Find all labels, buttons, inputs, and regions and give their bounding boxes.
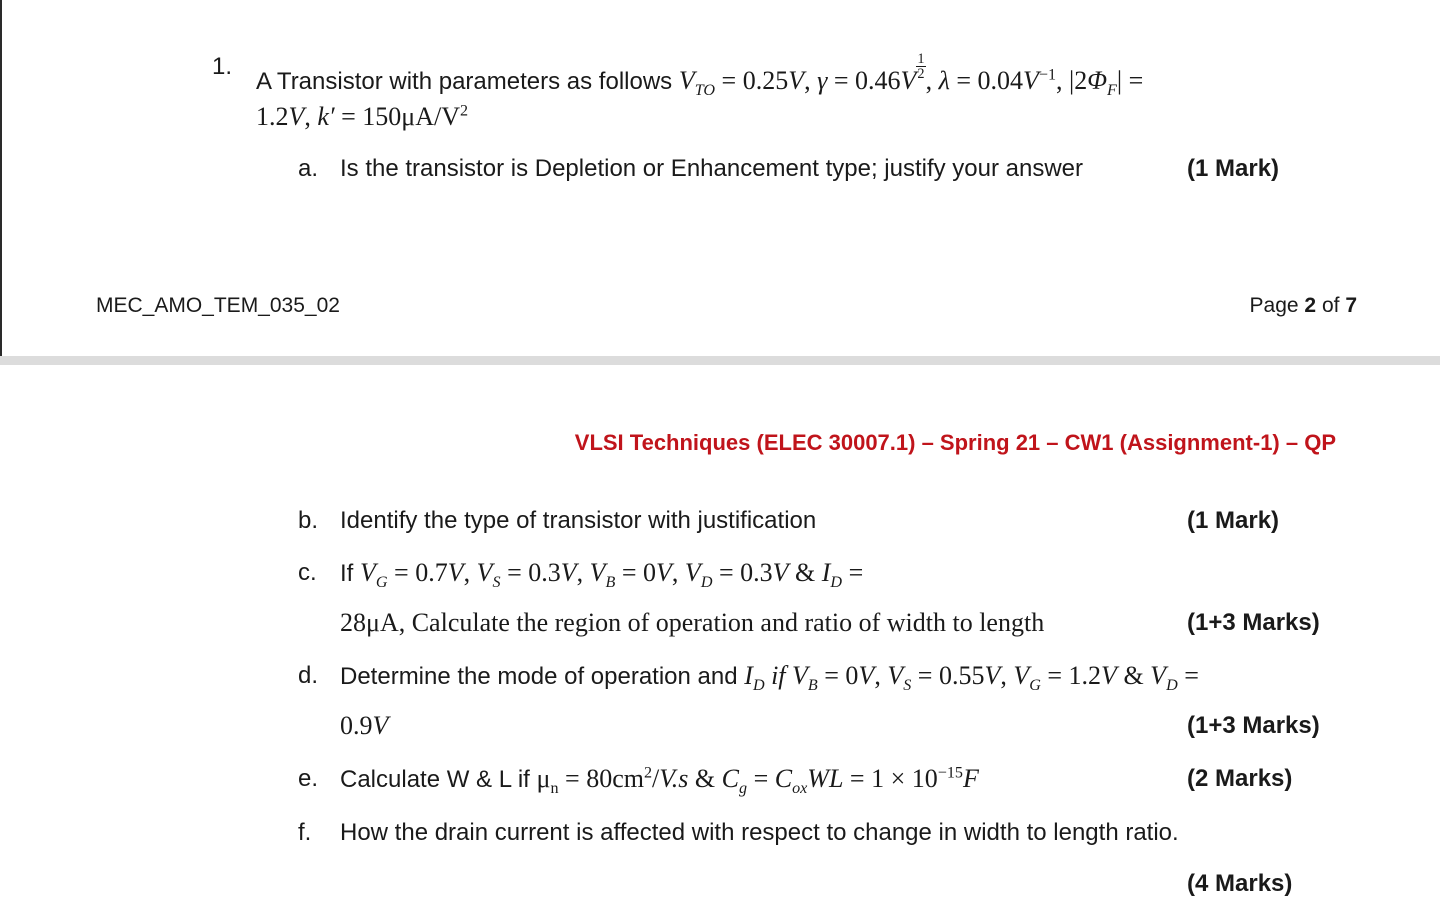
part-f-label: f. bbox=[298, 819, 312, 846]
question-1-line-1 bbox=[256, 51, 1144, 100]
part-b-label: b. bbox=[298, 507, 319, 534]
part-c-line-2: 28μA, Calculate the region of operation and ratio of width to length bbox=[340, 608, 1045, 637]
part-a-text: Is the transistor is Depletion or Enhancement type; justify your answer bbox=[340, 155, 1084, 182]
part-b-text: Identify the type of transistor with justification bbox=[340, 507, 817, 534]
part-c-label: c. bbox=[298, 559, 317, 586]
part-c-marks: (1+3 Marks) bbox=[1187, 609, 1320, 636]
part-f-text: How the drain current is affected with respect to change in width to length ratio. bbox=[340, 819, 1179, 846]
page-separator bbox=[0, 356, 1440, 365]
part-e-marks: (2 Marks) bbox=[1187, 765, 1293, 792]
part-e-text: Calculate W & L if $\mu_n = 80cm^2/V.s$ & $C_g = C_{ox}WL = 1 \times 10^{-15}F$ bbox=[340, 764, 979, 798]
part-c-line-1: If $V_G = 0.7V$, $V_S = 0.3V$, $V_B = 0V$, $V_D = 0.3V$ & $I_D$ = bbox=[340, 558, 864, 592]
page-indicator: Page 2 of 7 bbox=[1249, 294, 1357, 317]
page-header-title: VLSI Techniques (ELEC 30007.1) – Spring 21 – CW1 (Assignment-1) – QP bbox=[574, 430, 1336, 455]
question-number: 1. bbox=[212, 53, 233, 80]
params-math: $V_{TO} = 0.25V$, γ = 0.46V $\frac{1}{2}$ , $\lambda = 0.04V^{-1}$, $|2\Phi_F|$ = bbox=[678, 51, 1144, 100]
part-a-label: a. bbox=[298, 155, 319, 182]
part-d-line-2: 0.9V bbox=[340, 711, 389, 740]
part-b-marks: (1 Mark) bbox=[1187, 507, 1280, 534]
question-1-line-2: 1.2V, $k' = 150\mu A/V^2$ bbox=[256, 102, 469, 131]
part-e-label: e. bbox=[298, 765, 319, 792]
part-f-marks: (4 Marks) bbox=[1187, 870, 1293, 897]
part-a-marks: (1 Mark) bbox=[1187, 155, 1280, 182]
part-d-line-1: Determine the mode of operation and $I_D$ if $V_B = 0V$, $V_S = 0.55V$, $V_G = 1.2V$ & $V_D$ = bbox=[340, 661, 1199, 695]
part-d-marks: (1+3 Marks) bbox=[1187, 712, 1320, 739]
question-intro: A Transistor with parameters as follows bbox=[256, 68, 673, 96]
part-d-label: d. bbox=[298, 662, 319, 689]
doc-code: MEC_AMO_TEM_035_02 bbox=[96, 294, 340, 317]
